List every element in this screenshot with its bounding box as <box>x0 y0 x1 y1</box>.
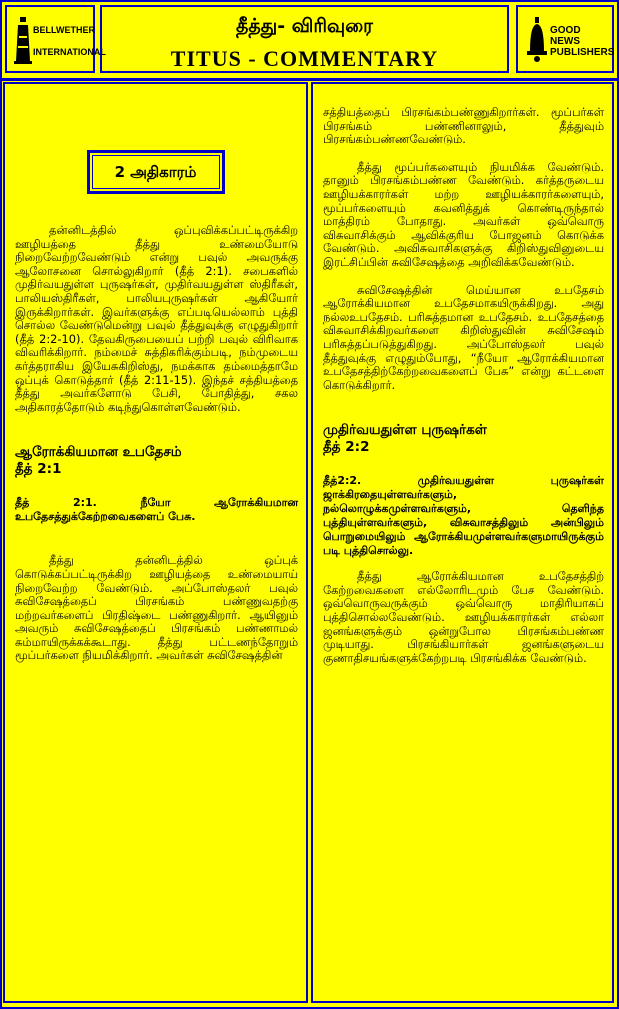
chapter-title: 2 அதிகாரம் <box>92 155 220 189</box>
right-paragraph-3: சுவிசேஷத்தின் மெய்யான உபதேசம் ஆரோக்கியமான உபதேசமாகயிருக்கிறது. அது நல்லஉபதேசம். பரிசுத்தமான உபதேசம். உபதேசத்தை விசுவாசிக்கிறவர்களை கிறிஸ்துவின் சுவிசேஷம் பரிசுத்தப்படுத்துகிறது. அப்போஸ்தலர் பவுல் தீத்துவுக்கு எழுதும்போது, “நீயோ ஆரோக்கியமான உபதேசத்திற்கேற்றவைகளைப் பேசு” என்று கட்டளை கொடுக்கிறார். <box>323 282 604 392</box>
title-english: TITUS - COMMENTARY <box>170 46 439 71</box>
title-box <box>100 5 509 73</box>
bellwether-logo <box>5 5 106 73</box>
right-column <box>311 82 614 1003</box>
left-column <box>3 82 308 1003</box>
section-ref-1: தீத் 2:1 <box>15 461 62 478</box>
section-heading-1: ஆரோக்கியமான உபதேசம் <box>15 444 182 461</box>
intro-paragraph: தன்னிடத்தில் ஒப்புவிக்கப்பட்டிருக்கிற ஊழியத்தை தீத்து உண்மையோடு நிறைவேற்றவேண்டும் என்று பவுல் அவருக்கு ஆலோசனை சொல்லுகிறார் (தீத் 2:1). சபைகளில் முதிர்வயதுள்ள புருஷர்கள், முதிர்வயதுள்ள ஸ்திரீகள், பாலியஸ்திரீகள், பாலியபுருஷர்கள் ஆகியோர் இருக்கிறார்கள். இவர்களுக்கு எப்படியெல்லாம் புத்தி சொல்ல வேண்டுமென்று பவுல் தீத்துவுக்கு எழுதுகிறார் (தீத் 2:2-10). தேவகிருபையைப் பற்றி பவுல் விரிவாக விவரிக்கிறார். நம்மைச் சுத்திகரிக்கும்படி, நம்முடைய கர்த்தராகிய இயேசுகிறிஸ்து, நமக்காக தம்மைத்தாமே ஒப்புக் கொடுத்தார் (தீத் 2:11-15). இந்தச் சத்தியத்தை தீத்து அவர்களோடு பேசி, போதித்து, சகல அதிகாரத்தோடும் கடிந்துகொள்ளவேண்டும். <box>15 223 298 414</box>
logo-left-line1: BELLWETHER <box>33 25 95 35</box>
logo-right-line2: PUBLISHERS <box>550 47 615 58</box>
logo-right-line1: GOOD NEWS <box>550 25 581 47</box>
right-paragraph-4: தீத்து ஆரோக்கியமான உபதேசத்திற் கேற்றவைகளை எல்லோரிடமும் பேச வேண்டும். ஒவ்வொருவருக்கும் ஒவ்வொரு மாதிரியாகப் புத்திசொல்லவேண்டும். ஊழியக்காரர்கள் எல்லா ஜனங்களுக்கும் ஒன்றுபோல பிரசங்கம்பண்ண முடியாது. பிரசங்கியார்கள் ஜனங்களுடைய குணாதிசயங்களுக்கேற்றபடி பிரசங்கிக்க வேண்டும். <box>323 569 604 665</box>
title-tamil: தீத்து- விரிவுரை <box>236 15 373 37</box>
right-paragraph-1: சத்தியத்தைப் பிரசங்கம்பண்ணுகிறார்கள். மூப்பர்கள் பிரசங்கம் பண்ணினாலும், தீத்துவும் பிரசங்கம்பண்ணவேண்டும். <box>323 105 604 147</box>
logo-left-line2: INTERNATIONAL <box>33 47 106 57</box>
section-ref-2: தீத் 2:2 <box>323 439 370 456</box>
verse-2-2: தீத்2:2. முதிர்வயதுள்ள புருஷர்கள் ஜாக்கிரதையுள்ளவர்களும், நல்லொழுக்கமுள்ளவர்களும், தெளிந்த புத்தியுள்ளவர்களும், விசுவாசத்திலும் அன்பிலும் பொறுமையிலும் ஆரோக்கியமுள்ளவர்களுமாயிருக்கும் படி புத்திசொல்லு. <box>323 474 604 558</box>
lighthouse-icon <box>13 15 33 65</box>
good-news-logo <box>516 5 614 73</box>
bell-icon <box>526 17 548 63</box>
paragraph-2: தீத்து தன்னிடத்தில் ஒப்புக் கொடுக்கப்பட்டிருக்கிற ஊழியத்தை உண்மையாய் நிறைவேற்ற வேண்டும். அப்போஸ்தலர் பவுல் சுவிசேஷத்தைப் பிரசங்கம் பண்ணுவதற்கு மற்றவர்களைப் பிரதிஷ்டை பண்ணுகிறார். ஆயினும் அவரும் சுவிசேஷத்தைப் பிரசங்கம் பண்ணாமல் சும்மாயிருக்கக்கூடாது. தீத்து பட்டணந்தோறும் மூப்பர்களை நியமிக்கிறார். அவர்கள் சுவிசேஷத்தின் <box>15 553 298 663</box>
right-paragraph-2: தீத்து மூப்பர்களையும் நியமிக்க வேண்டும். தானும் பிரசங்கம்பண்ண வேண்டும். கர்த்தருடைய ஊழியக்காரர்கள் மற்ற ஊழியக்காரர்களையும், மூப்பர்களையும் கவனித்துக் கொண்டிருந்தால் மாத்திரம் போதாது. அவர்கள் ஒவ்வொரு விசுவாசிக்கும் ஆவிக்குரிய போஜனம் கொடுக்க வேண்டும். அவிசுவாசிகளுக்கு கிறிஸ்துவினுடைய இரட்சிப்பின் சுவிசேஷத்தை அறிவிக்கவேண்டும். <box>323 159 604 269</box>
chapter-box <box>87 150 225 194</box>
section-heading-2: முதிர்வயதுள்ள புருஷர்கள் <box>323 422 487 439</box>
verse-2-1: தீத் 2:1. நீயோ ஆரோக்கியமான உபதேசத்துக்கேற்றவைகளைப் பேசு. <box>15 496 298 524</box>
header <box>2 2 617 81</box>
